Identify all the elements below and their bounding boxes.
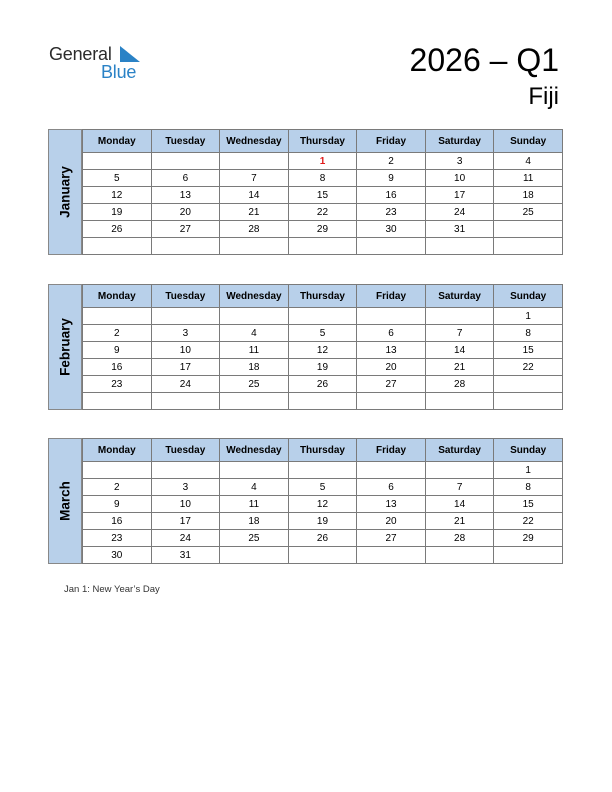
day-cell: 28 [220,221,289,238]
week-row [83,547,563,564]
logo-general-text: General [49,44,112,64]
day-cell: 9 [83,342,152,359]
day-cell: 16 [83,359,152,376]
weekday-header-wednesday: Wednesday [220,285,289,308]
day-cell [83,238,152,255]
day-cell [494,376,563,393]
day-cell: 15 [494,496,563,513]
weekday-header-saturday: Saturday [425,130,494,153]
weekday-header-wednesday: Wednesday [220,439,289,462]
weekday-header-friday: Friday [357,130,426,153]
day-cell: 20 [357,359,426,376]
day-cell [425,462,494,479]
day-cell: 21 [425,359,494,376]
day-cell [288,547,357,564]
day-cell [357,308,426,325]
calendar-grid [82,129,563,255]
day-cell [151,308,220,325]
day-cell [83,462,152,479]
week-row [83,238,563,255]
day-cell: 30 [357,221,426,238]
day-cell: 10 [425,170,494,187]
day-cell: 19 [288,359,357,376]
day-cell [151,153,220,170]
weekday-header-row [83,439,563,462]
day-cell [494,238,563,255]
country-name: Fiji [528,83,559,110]
day-cell: 3 [151,325,220,342]
day-cell: 8 [494,479,563,496]
week-row [83,359,563,376]
week-row [83,393,563,410]
logo [49,44,149,84]
weekday-header-monday: Monday [83,439,152,462]
day-cell: 27 [357,376,426,393]
weekday-header-sunday: Sunday [494,285,563,308]
day-cell: 24 [151,530,220,547]
day-cell: 15 [494,342,563,359]
day-cell: 4 [494,153,563,170]
month-name: March [57,481,73,521]
week-row [83,513,563,530]
day-cell: 19 [288,513,357,530]
day-cell: 18 [220,513,289,530]
day-cell: 11 [220,496,289,513]
week-row [83,187,563,204]
weekday-header-saturday: Saturday [425,285,494,308]
weekday-header-thursday: Thursday [288,439,357,462]
day-cell: 23 [83,376,152,393]
day-cell [220,393,289,410]
day-cell: 18 [494,187,563,204]
weekday-header-thursday: Thursday [288,285,357,308]
day-cell: 1 [494,308,563,325]
day-cell: 6 [357,479,426,496]
week-row [83,496,563,513]
day-cell [288,462,357,479]
day-cell: 22 [288,204,357,221]
day-cell: 17 [151,513,220,530]
weekday-header-sunday: Sunday [494,439,563,462]
day-cell [494,547,563,564]
week-row [83,342,563,359]
day-cell: 10 [151,496,220,513]
week-row [83,530,563,547]
logo-triangle-icon [120,46,140,62]
day-cell: 7 [220,170,289,187]
day-cell [83,308,152,325]
weekday-header-thursday: Thursday [288,130,357,153]
weekday-header-tuesday: Tuesday [151,439,220,462]
day-cell: 2 [83,479,152,496]
day-cell: 2 [357,153,426,170]
month-block-january [48,129,563,255]
day-cell [288,308,357,325]
day-cell: 8 [494,325,563,342]
day-cell: 14 [425,342,494,359]
day-cell: 10 [151,342,220,359]
day-cell: 25 [494,204,563,221]
day-cell: 20 [151,204,220,221]
day-cell [220,462,289,479]
day-cell: 14 [425,496,494,513]
day-cell: 12 [83,187,152,204]
day-cell: 28 [425,530,494,547]
weekday-header-row [83,130,563,153]
day-cell: 25 [220,376,289,393]
day-cell: 12 [288,496,357,513]
day-cell: 4 [220,479,289,496]
week-row [83,153,563,170]
day-cell: 9 [83,496,152,513]
week-row [83,170,563,187]
week-row [83,204,563,221]
week-row [83,308,563,325]
day-cell: 19 [83,204,152,221]
day-cell: 7 [425,325,494,342]
day-cell: 23 [357,204,426,221]
day-cell: 6 [151,170,220,187]
day-cell: 12 [288,342,357,359]
day-cell: 2 [83,325,152,342]
day-cell: 28 [425,376,494,393]
month-block-march [48,438,563,564]
day-cell: 8 [288,170,357,187]
day-cell: 17 [151,359,220,376]
calendar-grid [82,438,563,564]
day-cell: 11 [220,342,289,359]
weekday-header-tuesday: Tuesday [151,130,220,153]
day-cell: 24 [425,204,494,221]
week-row [83,221,563,238]
day-cell: 26 [288,376,357,393]
day-cell: 13 [357,342,426,359]
day-cell: 15 [288,187,357,204]
day-cell: 22 [494,359,563,376]
day-cell: 31 [425,221,494,238]
day-cell: 25 [220,530,289,547]
week-row [83,479,563,496]
day-cell: 3 [425,153,494,170]
day-cell: 11 [494,170,563,187]
day-cell: 26 [288,530,357,547]
day-cell [83,153,152,170]
day-cell: 3 [151,479,220,496]
calendar-grid [82,284,563,410]
day-cell: 29 [288,221,357,238]
holiday-day-cell: 1 [288,153,357,170]
weekday-header-saturday: Saturday [425,439,494,462]
day-cell: 14 [220,187,289,204]
day-cell: 1 [494,462,563,479]
weekday-header-tuesday: Tuesday [151,285,220,308]
day-cell [425,238,494,255]
day-cell: 21 [220,204,289,221]
month-name: February [57,318,73,376]
day-cell: 31 [151,547,220,564]
weekday-header-friday: Friday [357,285,426,308]
day-cell: 13 [151,187,220,204]
month-label [48,129,82,255]
day-cell: 18 [220,359,289,376]
weekday-header-wednesday: Wednesday [220,130,289,153]
day-cell: 16 [83,513,152,530]
day-cell [425,308,494,325]
day-cell [288,393,357,410]
month-label [48,284,82,410]
holiday-note: Jan 1: New Year’s Day [64,584,160,595]
day-cell [357,462,426,479]
weekday-header-monday: Monday [83,285,152,308]
day-cell: 13 [357,496,426,513]
day-cell: 20 [357,513,426,530]
day-cell [151,462,220,479]
day-cell: 5 [288,325,357,342]
logo-blue-text: Blue [101,62,137,82]
day-cell [220,153,289,170]
day-cell: 7 [425,479,494,496]
day-cell [357,547,426,564]
day-cell: 27 [357,530,426,547]
day-cell: 24 [151,376,220,393]
day-cell: 5 [288,479,357,496]
day-cell: 21 [425,513,494,530]
day-cell [220,238,289,255]
page-title: 2026 – Q1 [409,42,559,78]
day-cell: 6 [357,325,426,342]
weekday-header-sunday: Sunday [494,130,563,153]
day-cell [494,393,563,410]
weekday-header-row [83,285,563,308]
day-cell [494,221,563,238]
weekday-header-friday: Friday [357,439,426,462]
day-cell [425,547,494,564]
day-cell: 23 [83,530,152,547]
week-row [83,325,563,342]
day-cell: 30 [83,547,152,564]
day-cell [220,547,289,564]
day-cell: 5 [83,170,152,187]
day-cell: 4 [220,325,289,342]
day-cell [83,393,152,410]
day-cell: 16 [357,187,426,204]
day-cell: 22 [494,513,563,530]
day-cell [151,238,220,255]
week-row [83,462,563,479]
day-cell [357,393,426,410]
week-row [83,376,563,393]
month-block-february [48,284,563,410]
day-cell: 26 [83,221,152,238]
day-cell [357,238,426,255]
weekday-header-monday: Monday [83,130,152,153]
day-cell: 29 [494,530,563,547]
day-cell: 9 [357,170,426,187]
day-cell [288,238,357,255]
day-cell [220,308,289,325]
month-label [48,438,82,564]
month-name: January [57,166,73,218]
day-cell: 17 [425,187,494,204]
day-cell: 27 [151,221,220,238]
day-cell [151,393,220,410]
day-cell [425,393,494,410]
